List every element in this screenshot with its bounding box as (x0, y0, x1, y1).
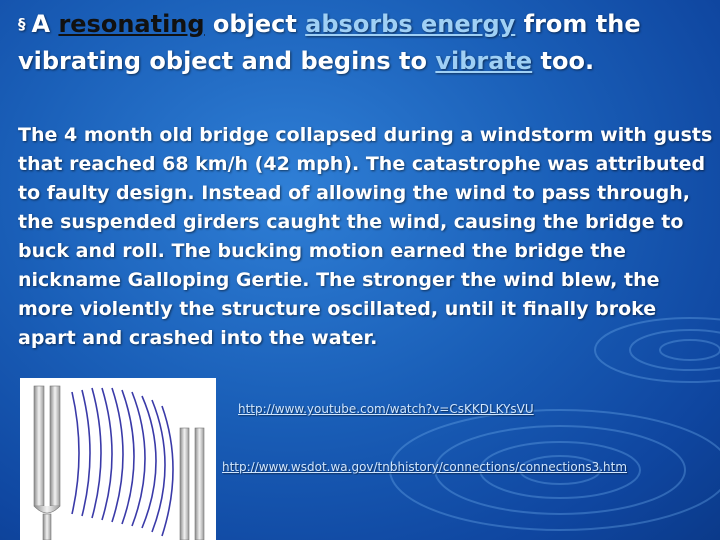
title-text-1: A (31, 10, 59, 38)
title-text-3: from the vibrating object and begins to (18, 10, 641, 75)
title-text-2: object (204, 10, 306, 38)
keyword-resonating: resonating (58, 10, 205, 38)
slide-title (18, 6, 708, 80)
title-text-4: too. (532, 47, 595, 75)
tuning-forks-image (20, 378, 216, 540)
wsdot-link[interactable]: http://www.wsdot.wa.gov/tnbhistory/connections/connections3.htm (222, 460, 628, 474)
keyword-vibrate: vibrate (435, 47, 533, 75)
tuning-forks-icon (20, 378, 216, 540)
bridge-description: The 4 month old bridge collapsed during a windstorm with gusts that reached 68 km/h (42 mph). The catastrophe was attributed to faulty design. Instead of allowing the wind to pass through, the suspended girders caught the wind, causing the bridge to buck and roll. The bucking motion earned the bridge the nickname Galloping Gertie. The stronger the wind blew, the more violently the structure oscillated, until it finally broke apart and crashed into the water. (18, 124, 713, 349)
youtube-link[interactable]: http://www.youtube.com/watch?v=CsKKDLKYsVU (238, 402, 534, 416)
keyword-absorbs-energy: absorbs energy (305, 10, 516, 38)
bullet-icon: § (18, 15, 26, 33)
